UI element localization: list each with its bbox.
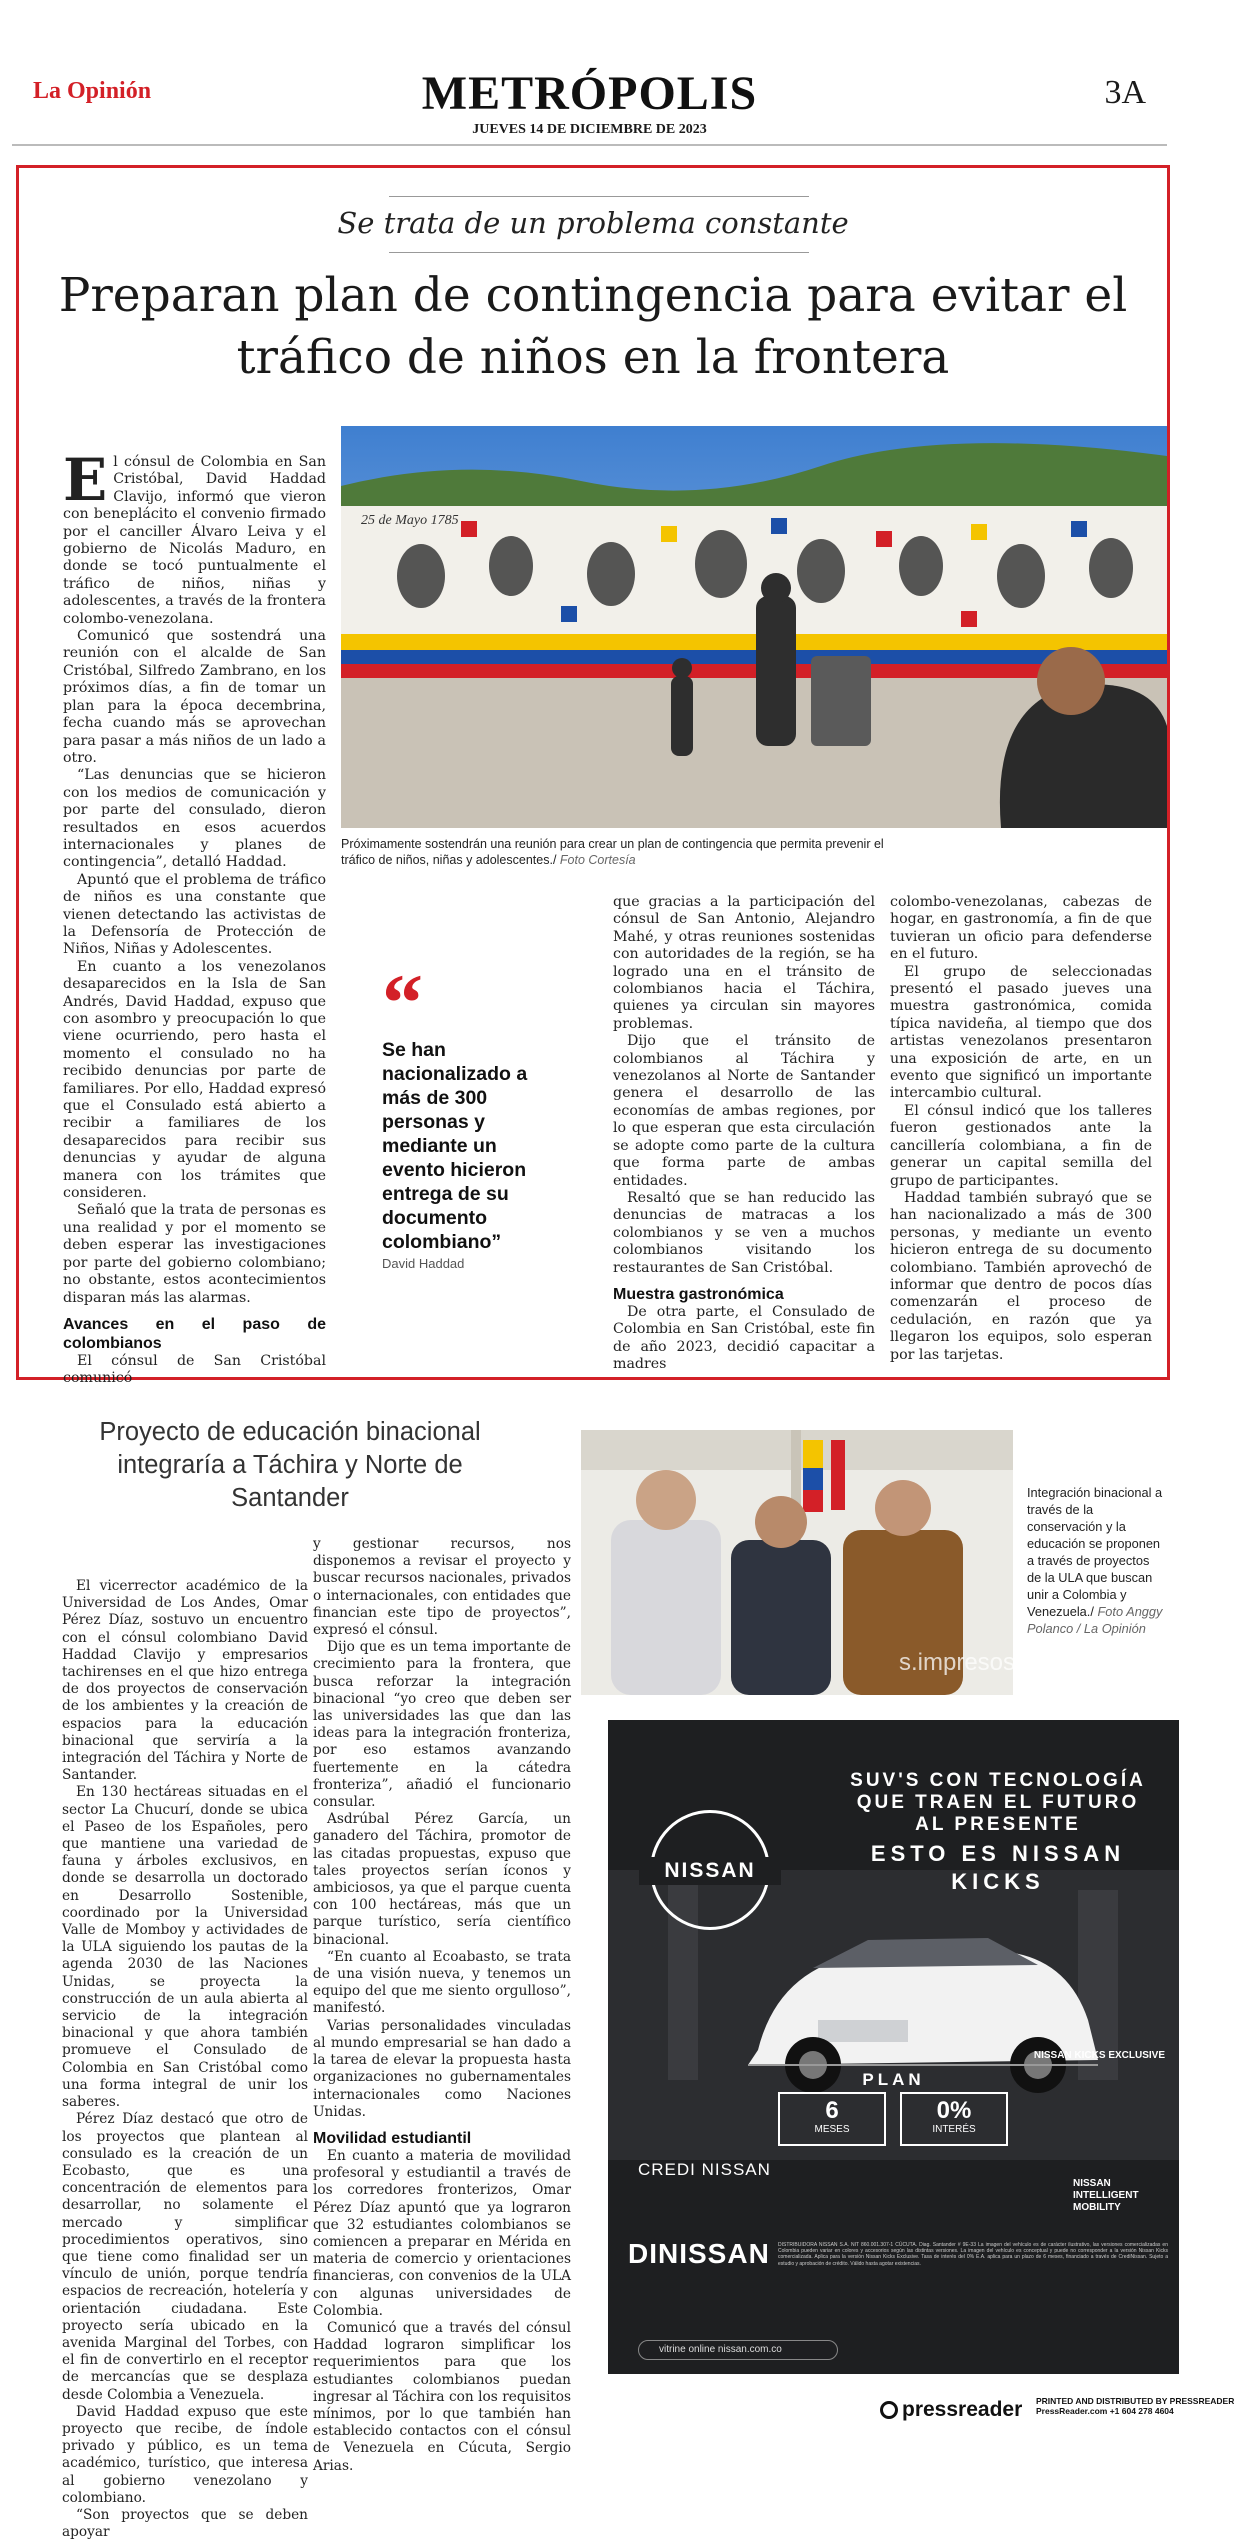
article-kicker: Se trata de un problema constante — [337, 206, 849, 240]
paragraph: David Haddad expuso que este proyecto que recibe, de índole privado y público, es un tema académico, turístico, que interesa al gobierno venezolano y colombiano. — [62, 2403, 308, 2506]
paragraph: El cónsul de San Cristóbal comunicó — [63, 1352, 326, 1387]
paragraph: Señaló que la trata de personas es una realidad y por el momento se deben esperar las investigaciones por parte del gobierno colombiano; no obstante, estos acontecimientos disparan más las alarmas. — [63, 1202, 326, 1306]
ad-headline: ESTO ES NISSAN KICKS — [870, 1841, 1126, 1894]
article-column-4 — [890, 894, 1152, 1364]
section-title: METRÓPOLIS — [421, 67, 758, 120]
paragraph: Apuntó que el problema de tráfico de niños es una constante que vienen detectando las activistas de la Defensoría de Protección de Niños, Niñas y Adolescentes. — [63, 871, 326, 958]
ad-legal-text: DISTRIBUIDORA NISSAN S.A. NIT 860.001.307-1 CÚCUTA. Diag. Santander # 9E-33 La imagen del vehículo es de carácter ilustrativo, las versiones comercializadas en Colombia pueden variar en colores y accesorios según las distintas versiones. La imagen del vehículo es conceptual y puede no corresponder a la versión Nissan Kicks comercializada. Aplica para la versión Nissan Kicks Exclusive. Tasa de interés del 0% E.A. aplica para un plazo de 6 meses, financiado a través de CrediNissan. Sujeto a estudio y aprobación de crédito. Válido hasta agotar existencias. — [778, 2242, 1168, 2267]
mural-photo-illustration — [341, 426, 1167, 828]
quote-mark-icon: “ — [382, 957, 423, 1048]
masthead-rule — [12, 144, 1167, 146]
paragraph: Dijo que el tránsito de colombianos al Táchira y venezolanos al Norte de Santander genera el desarrollo de las economías de ambas regiones, por lo que esperan que esta circulación se adopte como parte de la cultura que forma parte de ambas entidades. — [613, 1033, 875, 1189]
second-article-column-1 — [62, 1578, 308, 2541]
paragraph: Resaltó que se han reducido las denuncias de matracas a los colombianos y se ven a muchos colombianos visitando los restaurantes de San Cristóbal. — [613, 1189, 875, 1276]
article-column-3 — [613, 894, 875, 1374]
pressreader-icon — [880, 2401, 898, 2419]
masthead — [0, 0, 1179, 150]
distribution-note: PRINTED AND DISTRIBUTED BY PRESSREADER PressReader.com +1 604 278 4604 — [1036, 2396, 1234, 2416]
paragraph: En cuanto a los venezolanos desaparecidos en la Isla de San Andrés, David Haddad, expuso que con asombro y preocupación lo que viene ocurriendo, pero hasta el momento el consulado no ha recibido denuncias por parte de familiares. Por ello, Haddad expresó que el Consulado está abierto a recibir a familiares de los desaparecidos para recibir sus denuncias y ayudar de alguna manera con los trámites que consideren. — [63, 958, 326, 1202]
article-column-1 — [63, 446, 326, 1388]
credi-nissan-label: CREDI NISSAN — [638, 2160, 771, 2179]
paragraph: Pérez Díaz destacó que otro de los proyectos que plantean al consulado es la creación de un Ecobasto, que es una concentración de elementos para desarrollar, no solamente el mercado y simplificar procedimientos operativos, sino que tiene como finalidad ser un vínculo de unión, porque tendría espacios de recreación, hotelería y orientación ciudadana. Este proyecto sería ubicado en la avenida Marginal del Torbes, con el fin de convertirlo en el receptor de mercancías que se desplaza desde Colombia a Venezuela. — [62, 2111, 308, 2403]
subhead-avances: Avances en el paso de colombianos — [63, 1315, 326, 1352]
paragraph: y gestionar recursos, nos disponemos a revisar el proyecto y buscar recursos nacionales, privados o internacionales, con entidades que financian este tipo de proyectos”, expresó el cónsul. — [313, 1536, 571, 1639]
dropcap: E — [63, 446, 108, 514]
paragraph: colombo-venezolanas, cabezas de hogar, en gastronomía, a fin de que tuvieran un oficio para defenderse en el futuro. — [890, 894, 1152, 963]
second-article-headline: Proyecto de educación binacional integraría a Táchira y Norte de Santander — [99, 1418, 481, 1512]
paragraph: Asdrúbal Pérez García, un ganadero del Táchira, promotor de las citadas propuestas, expuso que tales proyectos serían íconos y ambiciosos, ya que el parque cuenta con 100 hectáreas, más que un parque turístico, sería científico binacional. — [313, 1811, 571, 1948]
paragraph: El cónsul indicó que los talleres fueron gestionados ante la cancillería colombiana, a fin de generar un capital semilla del grupo de participantes. — [890, 1102, 1152, 1189]
pull-quote-author: David Haddad — [382, 1256, 465, 1271]
ad-website-link[interactable]: vitrine online nissan.com.co — [638, 2340, 838, 2360]
paragraph: Comunicó que a través del cónsul Haddad lograron simplificar los requerimientos para que los estudiantes colombianos puedan ingresar al Táchira con los requisitos mínimos, por lo que también han establecido contactos con el cónsul de Venezuela en Cúcuta, Sergio Arias. — [313, 2319, 571, 2474]
main-article — [16, 165, 1170, 1387]
plan-rate-value: 0% — [936, 2097, 972, 2124]
officials-photo[interactable] — [581, 1430, 1060, 1695]
pull-quote — [382, 957, 552, 1271]
paragraph: En cuanto a materia de movilidad profesoral y estudiantil a través de los corredores fronterizos, Omar Pérez Díaz apuntó que ya lograron que 32 estudiantes colombianos se comiencen a preparar en Mérida en materia de comercio y orientaciones financieras, con convenios de la ULA con algunas universidades de Colombia. — [313, 2147, 571, 2319]
paragraph: El vicerrector académico de la Universidad de Los Andes, Omar Pérez Díaz, sostuvo un encuentro con el cónsul colombiano David Haddad Clavijo y empresarios tachirenses en el que hizo entrega de dos proyectos de conservación de los ambientes y la creación de espacios para la educación binacional que serviría a la integración del Táchira y Norte de Santander. — [62, 1578, 308, 1784]
subhead-muestra: Muestra gastronómica — [613, 1285, 784, 1303]
nissan-logo-icon — [650, 1810, 770, 1930]
pressreader-logo[interactable]: pressreader — [880, 2398, 1022, 2422]
dateline: JUEVES 14 DE DICIEMBRE DE 2023 — [472, 122, 707, 137]
officials-photo-illustration — [581, 1430, 1060, 1695]
paragraph: “Las denuncias que se hicieron con los medios de comunicación y por parte del consulado, dieron resultados en esos acuerdos internacionales y planes de contingencia”, detalló Haddad. — [63, 767, 326, 871]
photo-credit: Foto Cortesía — [559, 853, 636, 867]
second-article-column-2 — [313, 1536, 571, 2475]
paragraph: Dijo que es un tema importante de crecimiento para la frontera, que busca reforzar la integración binacional “yo creo que deben ser las universidades las que dan las ideas para la integración fronteriza, por eso estamos avanzando fuertemente en la cátedra fronteriza”, añadió el funcionario consular. — [313, 1639, 571, 1811]
plan-rate-box — [900, 2092, 1008, 2146]
paragraph: “Son proyectos que se deben apoyar — [62, 2506, 308, 2541]
article-headline: Preparan plan de contingencia para evitar el tráfico de niños en la frontera — [58, 268, 1128, 385]
kicker-rule-top — [389, 196, 809, 197]
nissan-logo-text: NISSAN — [639, 1857, 781, 1885]
page-number: 3A — [1104, 74, 1146, 111]
paragraph: “En cuanto al Ecoabasto, se trata de una visión nueva, y tenemos un equipo del que me siento orgulloso”, manifestó. — [313, 1948, 571, 2017]
paragraph: Haddad también subrayó que se han nacionalizado a más de 300 personas, y mediante un evento hicieron entrega de su documento colombiano. También aprovechó de informar que dentro de pocos días comenzarán el proceso de cedulación, en razón que ya llegaron los equipos, solo esperan por las tarjetas. — [890, 1189, 1152, 1363]
nissan-advertisement[interactable] — [608, 1720, 1179, 2374]
officials-photo-credit: Foto Anggy Polanco / La Opinión — [1027, 1604, 1163, 1636]
paragraph: Varias personalidades vinculadas al mundo empresarial se han dado a la tarea de elevar la propuesta hasta organizaciones no gubernamentales internacionales como Naciones Unidas. — [313, 2017, 571, 2120]
model-label: NISSAN KICKS EXCLUSIVE — [1033, 2050, 1165, 2061]
brand-logo[interactable]: La Opinión — [33, 78, 152, 104]
photo-caption: Próximamente sostendrán una reunión para crear un plan de contingencia que permita prevenir el tráfico de niños, niñas y adolescentes./ Foto Cortesía — [341, 837, 884, 867]
plan-months-label: MESES — [814, 2124, 850, 2135]
paragraph: que gracias a la participación del cónsul de San Antonio, Alejandro Mahé, y otras reuniones sostenidas con autoridades de la región, se ha logrado una en el tránsito de colombianos hacia el Táchira, quienes ya circulan sin mayores problemas. — [613, 894, 875, 1032]
paragraph: En 130 hectáreas situadas en el sector La Chucurí, donde se ubica el Paseo de los Españoles, pero que mantiene una variedad de fauna y árboles exclusivos, en donde se desarrolla un doctorado en Desarrollo Sostenible, coordinado por la Universidad Valle de Momboy y actividades de la ULA siguiendo los pautas de la agenda 2030 de las Naciones Unidas, se proyecta la construcción de un aula abierta al servicio de la integración binacional y que ahora también promueve el Consulado de Colombia en San Cristóbal como una forma integral de unir los saberes. — [62, 1784, 308, 2111]
plan-months-value: 6 — [825, 2097, 839, 2124]
mural-photo[interactable] — [341, 426, 1167, 828]
mural-date-text: 25 de Mayo 1785 — [361, 513, 459, 528]
plan-months-box — [778, 2092, 886, 2146]
intelligent-mobility-label: NISSAN INTELLIGENT MOBILITY — [1073, 2178, 1139, 2213]
pull-quote-text: Se han nacionalizado a más de 300 personas y mediante un evento hicieron entrega de su documento colombiano” — [382, 1039, 528, 1253]
plan-rate-label: INTERÉS — [932, 2124, 976, 2135]
officials-photo-caption: Integración binacional a través de la conservación y la educación se proponen a través de proyectos de la ULA que buscan unir a Colombia y Venezuela./ Foto Anggy Polanco / La Opinión — [1027, 1485, 1163, 1636]
dealer-name: DINISSAN — [628, 2238, 770, 2269]
paragraph: Comunicó que sostendrá una reunión con el alcalde de San Cristóbal, Silfredo Zambrano, en los próximos días, a fin de tomar un plan para la época decembrina, fecha cuando más se aprovechan para pasar a más niños de un lado a otro. — [63, 628, 326, 766]
ad-tagline: SUV'S CON TECNOLOGÍA QUE TRAEN EL FUTURO AL PRESENTE — [850, 1770, 1146, 1835]
paragraph: El grupo de seleccionadas presentó el pasado jueves una muestra gastronómica, comida típica navideña, al tiempo que dos artistas venezolanos presentaron una exposición de arte, en un evento que significó un importante intercambio cultural. — [890, 963, 1152, 1102]
kicker-rule-bottom — [389, 252, 809, 253]
plan-title: PLAN — [862, 2070, 925, 2089]
subhead-movilidad: Movilidad estudiantil — [313, 2129, 472, 2147]
watermark-text: s.impresos@m — [899, 1649, 1060, 1676]
paragraph: De otra parte, el Consulado de Colombia en San Cristóbal, este fin de año 2023, decidió capacitar a madres — [613, 1303, 875, 1373]
paragraph: El cónsul de Colombia en San Cristóbal, David Haddad Clavijo, informó que vieron con beneplácito el convenio firmado por el canciller Álvaro Leiva y el gobierno de Nicolás Maduro, en donde se tocó puntualmente el tráfico de niños, niñas y adolescentes, a través de la frontera colombo-venezolana. — [63, 446, 326, 627]
